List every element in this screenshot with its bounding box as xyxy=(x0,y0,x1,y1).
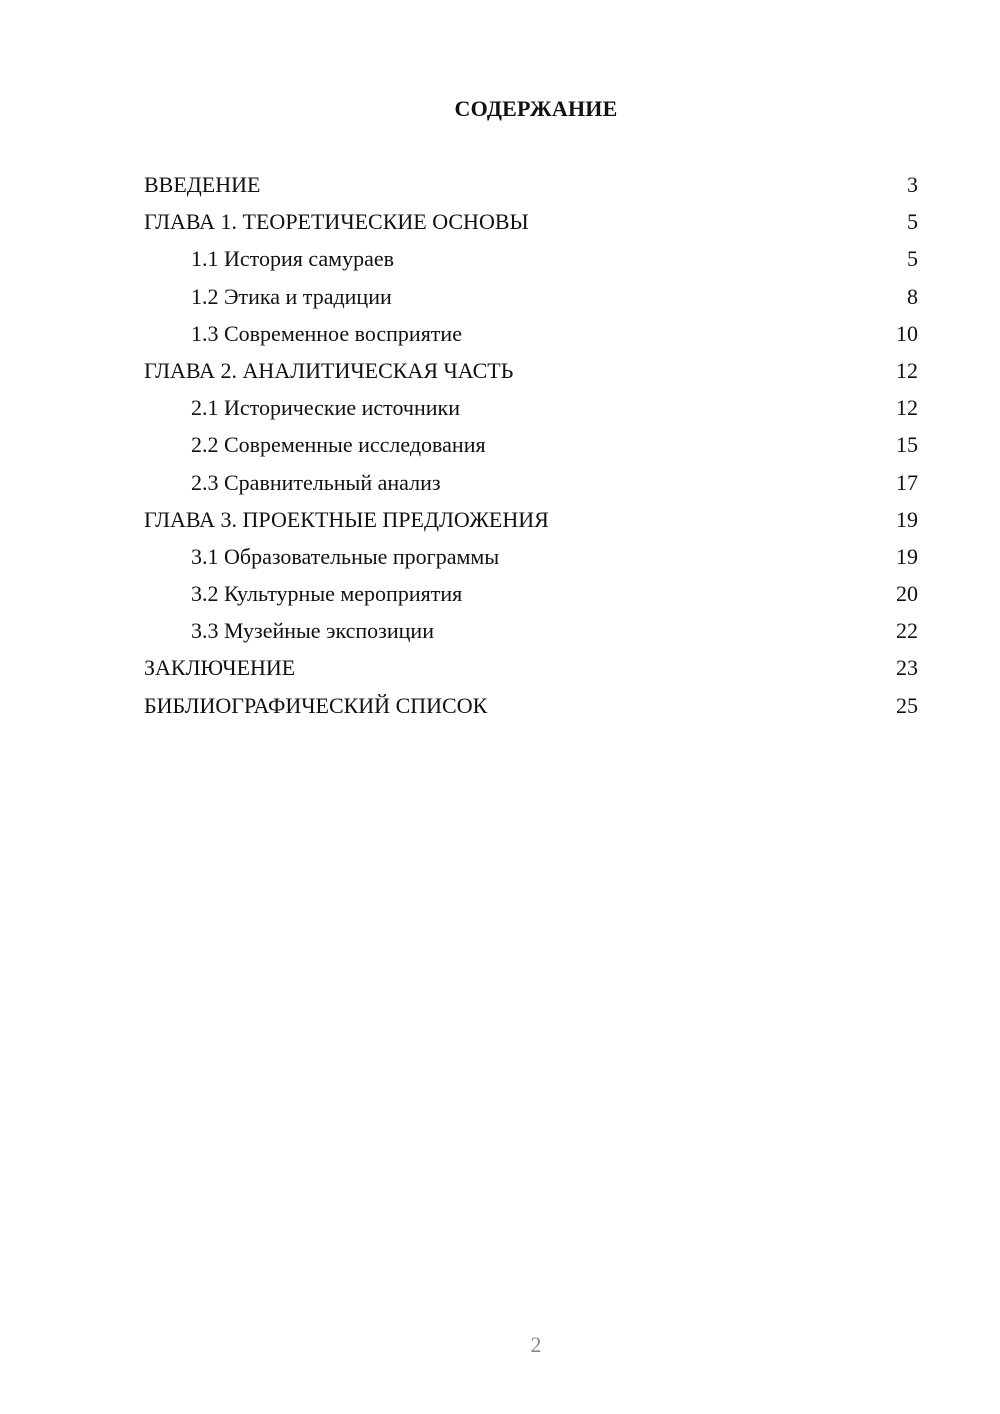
toc-entry-label: ГЛАВА 3. ПРОЕКТНЫЕ ПРЕДЛОЖЕНИЯ xyxy=(144,506,549,532)
toc-entry-label: БИБЛИОГРАФИЧЕСКИЙ СПИСОК xyxy=(144,692,488,718)
toc-entry-section-1-2 xyxy=(144,278,918,315)
toc-entry-bibliography xyxy=(144,687,918,724)
toc-entry-label: ЗАКЛЮЧЕНИЕ xyxy=(144,655,296,681)
toc-entry-label: 2.2 Современные исследования xyxy=(191,432,486,458)
toc-entry-section-1-1 xyxy=(144,240,918,277)
toc-entry-section-2-3 xyxy=(144,464,918,501)
toc-entry-page: 10 xyxy=(896,320,918,346)
toc-entry-page: 12 xyxy=(896,357,918,383)
page-number: 2 xyxy=(530,1332,542,1357)
toc-entry-introduction xyxy=(144,166,918,203)
toc-title: СОДЕРЖАНИЕ xyxy=(454,96,618,121)
toc-entry-page: 8 xyxy=(907,283,918,309)
toc-entry-label: 1.2 Этика и традиции xyxy=(191,283,392,309)
toc-entry-page: 23 xyxy=(896,655,918,681)
toc-entry-page: 5 xyxy=(907,209,918,235)
toc-entry-label: 2.3 Сравнительный анализ xyxy=(191,469,441,495)
toc-entry-label: 2.1 Исторические источники xyxy=(191,395,460,421)
toc-entry-label: 3.2 Культурные мероприятия xyxy=(191,581,463,607)
toc-entry-page: 5 xyxy=(907,246,918,272)
toc-entry-section-2-1 xyxy=(144,389,918,426)
toc-entry-section-3-3 xyxy=(144,612,918,649)
toc-entry-page: 3 xyxy=(907,172,918,197)
toc-entry-label: 1.1 История самураев xyxy=(191,246,395,272)
toc-entry-page: 19 xyxy=(896,506,918,532)
toc-entry-section-1-3 xyxy=(144,315,918,352)
toc-entry-page: 12 xyxy=(896,395,918,421)
toc-entry-chapter-1 xyxy=(144,203,918,240)
toc-entry-page: 25 xyxy=(896,692,918,718)
toc-entry-label: 3.1 Образовательные программы xyxy=(191,543,500,569)
toc-entry-label: ВВЕДЕНИЕ xyxy=(144,172,261,197)
toc-entry-section-3-2 xyxy=(144,575,918,612)
toc-entry-page: 22 xyxy=(896,618,918,644)
toc-entry-chapter-3 xyxy=(144,501,918,538)
toc-entry-section-3-1 xyxy=(144,538,918,575)
table-of-contents xyxy=(144,166,918,724)
toc-entry-chapter-2 xyxy=(144,352,918,389)
toc-entry-label: ГЛАВА 1. ТЕОРЕТИЧЕСКИЕ ОСНОВЫ xyxy=(144,209,529,235)
toc-entry-page: 20 xyxy=(896,581,918,607)
toc-entry-page: 17 xyxy=(896,469,918,495)
toc-entry-label: 3.3 Музейные экспозиции xyxy=(191,618,434,644)
toc-entry-page: 19 xyxy=(896,543,918,569)
toc-entry-label: 1.3 Современное восприятие xyxy=(191,320,462,346)
toc-entry-section-2-2 xyxy=(144,426,918,463)
toc-entry-label: ГЛАВА 2. АНАЛИТИЧЕСКАЯ ЧАСТЬ xyxy=(144,357,514,383)
toc-entry-conclusion xyxy=(144,649,918,686)
toc-entry-page: 15 xyxy=(896,432,918,458)
